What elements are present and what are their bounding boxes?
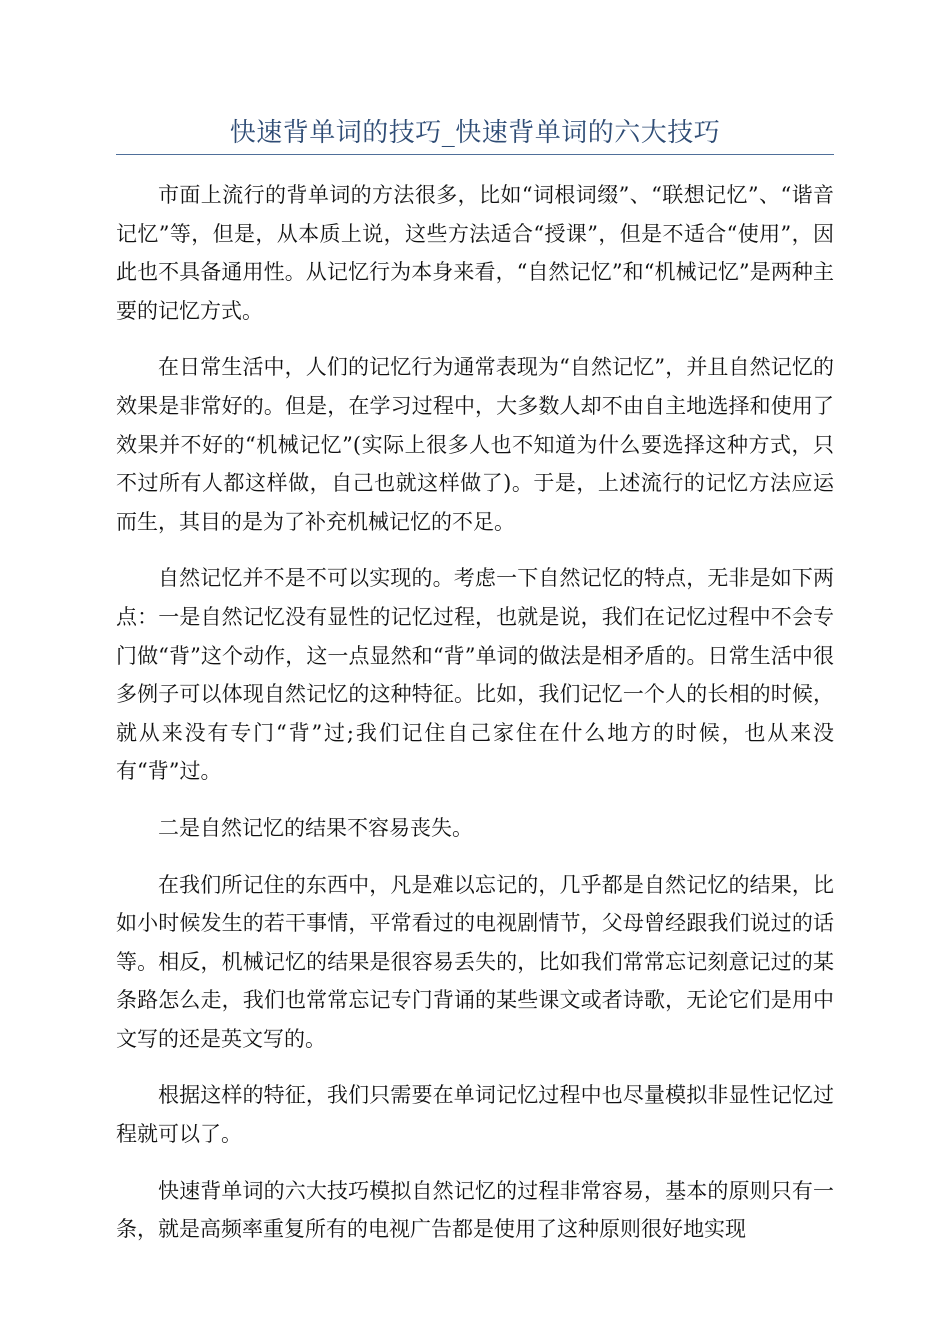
paragraph-6: 根据这样的特征，我们只需要在单词记忆过程中也尽量模拟非显性记忆过程就可以了。 bbox=[116, 1083, 834, 1147]
paragraph-2: 在日常生活中，人们的记忆行为通常表现为“自然记忆”，并且自然记忆的效果是非常好的。但是，在学习过程中，大多数人却不由自主地选择和使用了效果并不好的“机械记忆”(实际上很多人也不知道为什么要选择这种方式，只不过所有人都这样做，自己也就这样做了)。于是，上述流行的记忆方法应运而生，其目的是为了补充机械记忆的不足。 bbox=[116, 355, 834, 534]
paragraph-5: 在我们所记住的东西中，凡是难以忘记的，几乎都是自然记忆的结果，比如小时候发生的若干事情，平常看过的电视剧情节，父母曾经跟我们说过的话等。相反，机械记忆的结果是很容易丢失的，比如我们常常忘记刻意记过的某条路怎么走，我们也常常忘记专门背诵的某些课文或者诗歌，无论它们是用中文写的还是英文写的。 bbox=[116, 872, 834, 1051]
paragraph-4: 二是自然记忆的结果不容易丧失。 bbox=[158, 815, 473, 840]
paragraph-3: 自然记忆并不是不可以实现的。考虑一下自然记忆的特点，无非是如下两点：一是自然记忆没有显性的记忆过程，也就是说，我们在记忆过程中不会专门做“背”这个动作，这一点显然和“背”单词的做法是相矛盾的。日常生活中很多例子可以体现自然记忆的这种特征。比如，我们记忆一个人的长相的时候，就从来没有专门“背”过;我们记住自己家住在什么地方的时候，也从来没有“背”过。 bbox=[116, 566, 834, 784]
document-title: 快速背单词的技巧_快速背单词的六大技巧 bbox=[229, 118, 721, 148]
document-body bbox=[116, 176, 834, 1267]
title-underline bbox=[116, 154, 834, 155]
paragraph-7: 快速背单词的六大技巧模拟自然记忆的过程非常容易，基本的原则只有一条，就是高频率重复所有的电视广告都是使用了这种原则很好地实现 bbox=[116, 1178, 834, 1242]
paragraph-1: 市面上流行的背单词的方法很多，比如“词根词缀”、“联想记忆”、“谐音记忆”等，但是，从本质上说，这些方法适合“授课”，但是不适合“使用”，因此也不具备通用性。从记忆行为本身来看，“自然记忆”和“机械记忆”是两种主要的记忆方式。 bbox=[116, 183, 834, 323]
